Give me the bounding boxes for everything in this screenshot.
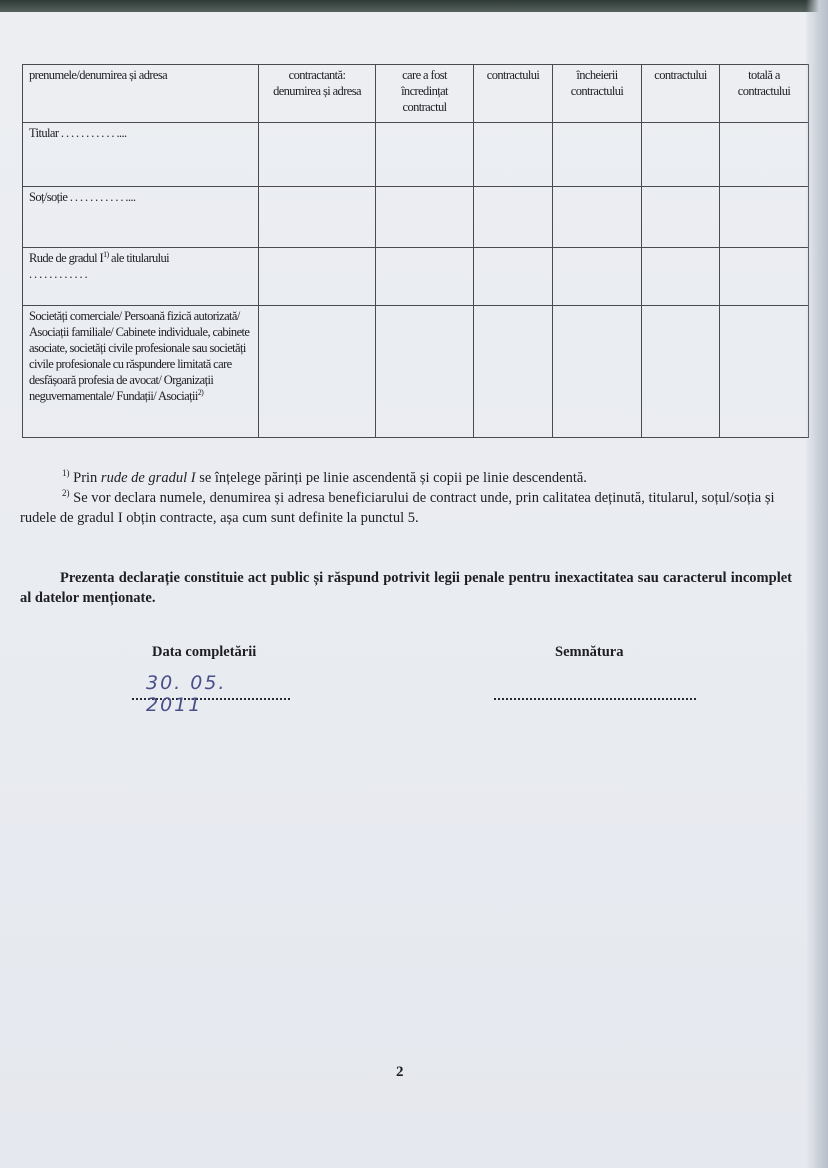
col-header-procedure: care a fost încredințat contractul [376, 65, 474, 123]
document-page [0, 12, 806, 1168]
col-header-conclusion-date: încheierii contractului [553, 65, 642, 123]
date-field[interactable] [132, 672, 290, 716]
legal-declaration: Prezenta declarație constituie act public și răspund potrivit legii penale pentru inexactitatea sau caracterul incomplet al datelor menționate. [20, 570, 792, 606]
contracts-table [22, 64, 809, 438]
col-header-beneficiary: prenumele/denumirea și adresa [23, 65, 259, 123]
scan-right-edge [806, 0, 828, 1168]
table-row-companies [23, 306, 809, 438]
page-number: 2 [396, 1064, 404, 1080]
row-label-relatives: Rude de gradul $I^{1)}$ ale titularului . . . . . . . . . . . . [23, 248, 259, 306]
table-header-row [23, 65, 809, 123]
handwritten-date: 30. 05. 2011 [146, 672, 227, 716]
footnotes [20, 468, 792, 528]
row-label-spouse: Soț/soție . . . . . . . . . . . .... [23, 187, 259, 248]
col-header-contract-type: contractului [474, 65, 553, 123]
row-label-companies: Societăți comerciale/ Persoană fizică autorizată/ Asociații familiale/ Cabinete individuale, cabinete asociate, societăți civile profesionale sau societăți civile profesionale cu răspundere limitată care desfășoară profesia de avocat/ Organizații neguvernamentale/ Fundații/ Asociații$^{2)}$ [23, 306, 259, 438]
footnote-1: $^{1)}$ Prin rude de gradul I se înțelege părinți pe linie ascendentă și copii pe linie descendentă. [62, 468, 587, 486]
table-row-relatives [23, 248, 809, 306]
footnote-2: $^{2)}$ Se vor declara numele, denumirea și adresa beneficiarului de contract unde, prin calitatea deținută, titularul, soțul/soția și rudele de gradul I obțin contracte, așa cum sunt definite la punctul 5. [20, 488, 775, 526]
col-header-institution: contractantă: denumirea și adresa [259, 65, 376, 123]
table-row-titular [23, 123, 809, 187]
col-header-duration: contractului [642, 65, 720, 123]
col-header-total-value: totală a contractului [720, 65, 809, 123]
row-label-titular: Titular . . . . . . . . . . . .... [23, 123, 259, 187]
signature-label: Semnătura [555, 644, 624, 660]
table-row-spouse [23, 187, 809, 248]
signature-field[interactable] [494, 678, 696, 700]
scan-top-edge [0, 0, 828, 12]
date-label: Data completării [152, 644, 257, 660]
